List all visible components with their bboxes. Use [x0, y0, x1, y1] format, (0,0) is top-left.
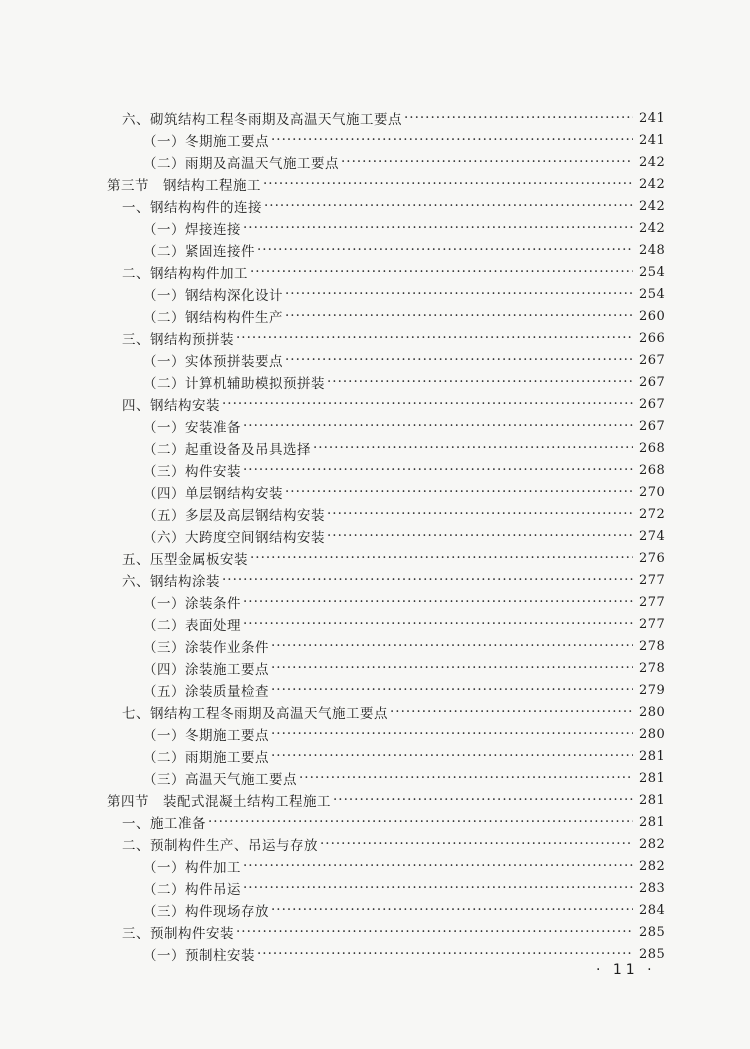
toc-entry-page-number: 260 [639, 308, 666, 324]
toc-entry-title: （一）预制柱安装 [143, 948, 255, 964]
toc-entry-title: （二）钢结构构件生产 [143, 310, 283, 326]
toc-entry-page-number: 241 [639, 132, 666, 148]
toc-entry-page-number: 267 [639, 374, 666, 390]
dot-leader [257, 946, 633, 962]
toc-entry-title: 三、预制构件安装 [122, 926, 234, 942]
toc-entry-page-number: 242 [639, 154, 666, 170]
toc-entry-page-number: 277 [639, 594, 666, 610]
toc-subheading-entry[interactable] [0, 767, 750, 789]
toc-entry-page-number: 277 [639, 572, 666, 588]
toc-entry-page-number: 281 [639, 748, 666, 764]
toc-entry-title: 五、压型金属板安装 [122, 552, 248, 568]
toc-entry-page-number: 279 [639, 682, 666, 698]
toc-entry-title: （二）起重设备及吊具选择 [143, 442, 311, 458]
dot-leader [271, 638, 633, 654]
dot-leader [243, 220, 633, 236]
toc-entry-page-number: 282 [639, 836, 666, 852]
toc-entry-page-number: 282 [639, 858, 666, 874]
toc-subheading-entry[interactable] [0, 459, 750, 481]
toc-entry-title: （一）冬期施工要点 [143, 728, 269, 744]
toc-subheading-entry[interactable] [0, 151, 750, 173]
toc-heading-entry[interactable] [0, 811, 750, 833]
dot-leader [285, 484, 633, 500]
toc-entry-title: （二）雨期施工要点 [143, 750, 269, 766]
toc-subheading-entry[interactable] [0, 855, 750, 877]
toc-entry-page-number: 254 [639, 286, 666, 302]
dot-leader [327, 528, 633, 544]
toc-entry-page-number: 267 [639, 396, 666, 412]
toc-subheading-entry[interactable] [0, 613, 750, 635]
dot-leader [320, 836, 633, 852]
toc-entry-title: （五）多层及高层钢结构安装 [143, 508, 325, 524]
dot-leader [271, 660, 633, 676]
toc-subheading-entry[interactable] [0, 657, 750, 679]
toc-entry-title: （二）表面处理 [143, 618, 241, 634]
toc-entry-title: 四、钢结构安装 [122, 398, 220, 414]
toc-entry-page-number: 281 [639, 792, 666, 808]
toc-entry-title: （三）构件现场存放 [143, 904, 269, 920]
dot-leader [236, 924, 633, 940]
toc-heading-entry[interactable] [0, 701, 750, 723]
toc-heading-entry[interactable] [0, 569, 750, 591]
toc-subheading-entry[interactable] [0, 415, 750, 437]
toc-entry-title: （二）计算机辅助模拟预拼装 [143, 376, 325, 392]
toc-subheading-entry[interactable] [0, 437, 750, 459]
toc-entry-page-number: 254 [639, 264, 666, 280]
toc-entry-page-number: 266 [639, 330, 666, 346]
toc-subheading-entry[interactable] [0, 635, 750, 657]
dot-leader [327, 374, 633, 390]
dot-leader [243, 858, 633, 874]
toc-heading-entry[interactable] [0, 393, 750, 415]
toc-subheading-entry[interactable] [0, 217, 750, 239]
toc-entry-title: （一）构件加工 [143, 860, 241, 876]
dot-leader [243, 616, 633, 632]
toc-entry-title: 第四节 装配式混凝土结构工程施工 [107, 794, 331, 810]
toc-entry-title: （一）钢结构深化设计 [143, 288, 283, 304]
toc-entry-title: （二）雨期及高温天气施工要点 [143, 156, 339, 172]
toc-entry-page-number: 248 [639, 242, 666, 258]
dot-leader [327, 506, 633, 522]
dot-leader [243, 880, 633, 896]
toc-entry-title: （四）单层钢结构安装 [143, 486, 283, 502]
dot-leader [285, 352, 633, 368]
toc-entry-title: （三）涂装作业条件 [143, 640, 269, 656]
toc-entry-page-number: 280 [639, 726, 666, 742]
toc-subheading-entry[interactable] [0, 129, 750, 151]
dot-leader [271, 726, 633, 742]
toc-entry-title: （一）冬期施工要点 [143, 134, 269, 150]
dot-leader [243, 462, 633, 478]
toc-entry-page-number: 278 [639, 660, 666, 676]
toc-heading-entry[interactable] [0, 261, 750, 283]
toc-entry-page-number: 274 [639, 528, 666, 544]
toc-entry-title: （一）安装准备 [143, 420, 241, 436]
toc-entry-page-number: 285 [639, 946, 666, 962]
toc-entry-page-number: 272 [639, 506, 666, 522]
toc-entry-title: （四）涂装施工要点 [143, 662, 269, 678]
dot-leader [271, 132, 633, 148]
toc-entry-title: （二）构件吊运 [143, 882, 241, 898]
dot-leader [243, 594, 633, 610]
dot-leader [333, 792, 633, 808]
toc-subheading-entry[interactable] [0, 723, 750, 745]
dot-leader [236, 330, 633, 346]
toc-subheading-entry[interactable] [0, 899, 750, 921]
dot-leader [263, 176, 633, 192]
toc-subheading-entry[interactable] [0, 745, 750, 767]
toc-section-entry[interactable] [0, 789, 750, 811]
toc-entry-title: 二、预制构件生产、吊运与存放 [122, 838, 318, 854]
toc-entry-title: 六、钢结构涂装 [122, 574, 220, 590]
page-number: · 11 · [596, 962, 656, 978]
toc-subheading-entry[interactable] [0, 481, 750, 503]
toc-subheading-entry[interactable] [0, 877, 750, 899]
toc-entry-page-number: 267 [639, 418, 666, 434]
toc-subheading-entry[interactable] [0, 371, 750, 393]
toc-subheading-entry[interactable] [0, 679, 750, 701]
toc-entry-title: （三）构件安装 [143, 464, 241, 480]
dot-leader [271, 902, 633, 918]
toc-entry-title: 六、砌筑结构工程冬雨期及高温天气施工要点 [122, 112, 402, 128]
toc-entry-page-number: 277 [639, 616, 666, 632]
toc-entry-title: （一）涂装条件 [143, 596, 241, 612]
toc-entry-title: 一、施工准备 [122, 816, 206, 832]
toc-subheading-entry[interactable] [0, 525, 750, 547]
toc-entry-title: 三、钢结构预拼装 [122, 332, 234, 348]
toc-entry-title: 七、钢结构工程冬雨期及高温天气施工要点 [122, 706, 388, 722]
toc-subheading-entry[interactable] [0, 591, 750, 613]
toc-entry-title: 二、钢结构构件加工 [122, 266, 248, 282]
dot-leader [264, 198, 633, 214]
toc-entry-page-number: 276 [639, 550, 666, 566]
toc-subheading-entry[interactable] [0, 305, 750, 327]
toc-entry-title: 一、钢结构构件的连接 [122, 200, 262, 216]
toc-entry-page-number: 268 [639, 440, 666, 456]
toc-entry-page-number: 281 [639, 814, 666, 830]
toc-entry-title: （二）紧固连接件 [143, 244, 255, 260]
toc-heading-entry[interactable] [0, 107, 750, 129]
dot-leader [313, 440, 633, 456]
toc-heading-entry[interactable] [0, 327, 750, 349]
dot-leader [222, 572, 633, 588]
toc-entry-page-number: 267 [639, 352, 666, 368]
toc-heading-entry[interactable] [0, 547, 750, 569]
dot-leader [285, 308, 633, 324]
toc-heading-entry[interactable] [0, 921, 750, 943]
dot-leader [390, 704, 633, 720]
dot-leader [271, 682, 633, 698]
toc-heading-entry[interactable] [0, 833, 750, 855]
toc-subheading-entry[interactable] [0, 239, 750, 261]
dot-leader [299, 770, 633, 786]
dot-leader [250, 264, 633, 280]
toc-heading-entry[interactable] [0, 195, 750, 217]
dot-leader [222, 396, 633, 412]
toc-entry-page-number: 242 [639, 198, 666, 214]
dot-leader [250, 550, 633, 566]
toc-entry-page-number: 242 [639, 176, 666, 192]
toc-entry-page-number: 285 [639, 924, 666, 940]
dot-leader [285, 286, 633, 302]
toc-subheading-entry[interactable] [0, 503, 750, 525]
toc-subheading-entry[interactable] [0, 349, 750, 371]
toc-section-entry[interactable] [0, 173, 750, 195]
toc-entry-page-number: 242 [639, 220, 666, 236]
toc-entry-page-number: 280 [639, 704, 666, 720]
dot-leader [208, 814, 633, 830]
toc-entry-page-number: 284 [639, 902, 666, 918]
toc-entry-page-number: 270 [639, 484, 666, 500]
toc-entry-title: （一）焊接连接 [143, 222, 241, 238]
toc-entry-page-number: 281 [639, 770, 666, 786]
toc-entry-page-number: 268 [639, 462, 666, 478]
toc-entry-title: （六）大跨度空间钢结构安装 [143, 530, 325, 546]
toc-entry-title: （五）涂装质量检查 [143, 684, 269, 700]
toc-entry-page-number: 283 [639, 880, 666, 896]
toc-entry-page-number: 241 [639, 110, 666, 126]
toc-entry-title: （三）高温天气施工要点 [143, 772, 297, 788]
dot-leader [341, 154, 633, 170]
toc-entry-title: （一）实体预拼装要点 [143, 354, 283, 370]
dot-leader [271, 748, 633, 764]
dot-leader [257, 242, 633, 258]
dot-leader [243, 418, 633, 434]
toc-subheading-entry[interactable] [0, 283, 750, 305]
table-of-contents [0, 107, 750, 965]
toc-entry-page-number: 278 [639, 638, 666, 654]
toc-entry-title: 第三节 钢结构工程施工 [107, 178, 261, 194]
dot-leader [404, 110, 633, 126]
